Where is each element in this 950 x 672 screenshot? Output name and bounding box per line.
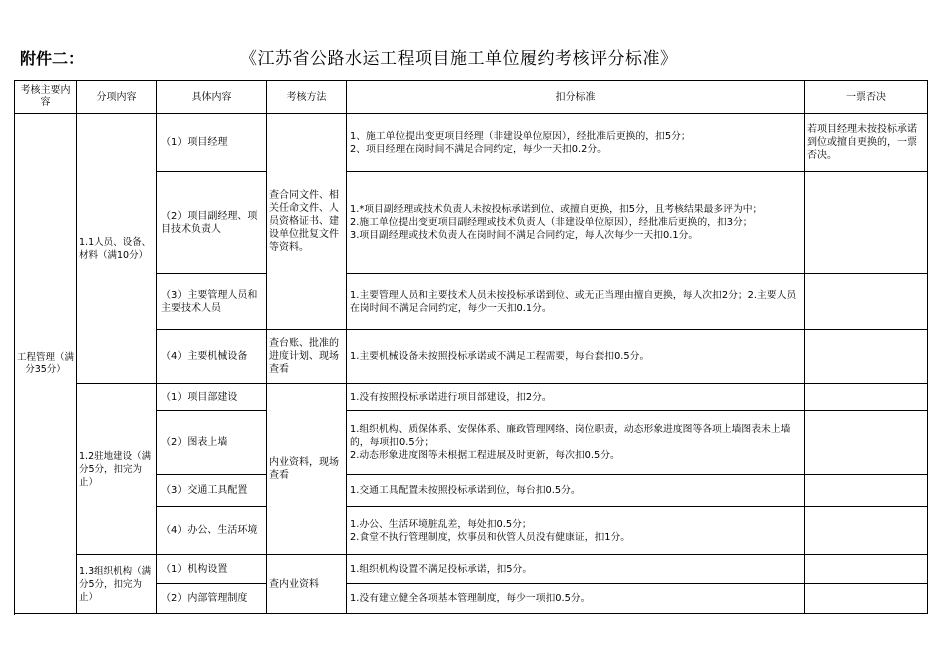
detail-cell: （2）图表上墙 bbox=[157, 411, 267, 475]
score-cell: 1.组织机构、质保体系、安保体系、廉政管理网络、岗位职责，动态形象进度图等各项上墙图表未上墙的，每项扣0.5分； 2.动态形象进度图等未根据工程进展及时更新，每次扣0.5分。 bbox=[347, 411, 805, 475]
header-score-standard: 扣分标准 bbox=[347, 81, 805, 114]
veto-cell bbox=[805, 584, 928, 614]
table-header-row bbox=[15, 81, 928, 114]
attachment-label: 附件二： bbox=[20, 49, 85, 68]
veto-cell bbox=[805, 172, 928, 274]
score-cell: 1.交通工具配置未按照投标承诺到位，每台扣0.5分。 bbox=[347, 475, 805, 507]
group-label: 1.1人员、设备、材料（满10分） bbox=[77, 114, 157, 384]
table-row bbox=[15, 555, 928, 584]
detail-cell: （2）项目副经理、项目技术负责人 bbox=[157, 172, 267, 274]
detail-cell: （3）交通工具配置 bbox=[157, 475, 267, 507]
score-cell: 1.办公、生活环境脏乱差，每处扣0.5分； 2.食堂不执行管理制度，炊事员和伙管人员没有健康证，扣1分。 bbox=[347, 507, 805, 555]
group-label: 1.2驻地建设（满分5分，扣完为止） bbox=[77, 384, 157, 555]
score-cell: 1.主要机械设备未按照投标承诺或不满足工程需要，每台套扣0.5分。 bbox=[347, 330, 805, 384]
section-label: 工程管理（满分35分） bbox=[15, 114, 77, 614]
page-title: 《江苏省公路水运工程项目施工单位履约考核评分标准》 bbox=[240, 49, 678, 69]
veto-cell bbox=[805, 507, 928, 555]
method-cell: 内业资料，现场查看 bbox=[267, 384, 347, 555]
detail-cell: （1）机构设置 bbox=[157, 555, 267, 584]
table-row bbox=[15, 114, 928, 172]
header-main-content: 考核主要内容 bbox=[15, 81, 77, 114]
veto-cell: 若项目经理未按投标承诺到位或擅自更换的，一票否决。 bbox=[805, 114, 928, 172]
scoring-table bbox=[14, 80, 928, 614]
detail-cell: （4）主要机械设备 bbox=[157, 330, 267, 384]
detail-cell: （2）内部管理制度 bbox=[157, 584, 267, 614]
table-row bbox=[15, 384, 928, 411]
detail-cell: （1）项目部建设 bbox=[157, 384, 267, 411]
score-cell: 1、施工单位提出变更项目经理（非建设单位原因），经批准后更换的，扣5分； 2、项目经理在岗时间不满足合同约定，每少一天扣0.2分。 bbox=[347, 114, 805, 172]
score-cell: 1.组织机构设置不满足投标承诺，扣5分。 bbox=[347, 555, 805, 584]
header-method: 考核方法 bbox=[267, 81, 347, 114]
veto-cell bbox=[805, 384, 928, 411]
veto-cell bbox=[805, 274, 928, 330]
group-label: 1.3组织机构（满分5分，扣完为止） bbox=[77, 555, 157, 614]
score-cell: 1.没有按照投标承诺进行项目部建设，扣2分。 bbox=[347, 384, 805, 411]
method-cell: 查内业资料 bbox=[267, 555, 347, 614]
score-cell: 1.*项目副经理或技术负责人未按投标承诺到位、或擅自更换，扣5分，且考核结果最多评为中； 2.施工单位提出变更项目副经理或技术负责人（非建设单位原因），经批准后更换的，扣3分； 3.项目副经理或技术负责人在岗时间不满足合同约定，每人次每少一天扣0.1分。 bbox=[347, 172, 805, 274]
header-sub-item: 分项内容 bbox=[77, 81, 157, 114]
veto-cell bbox=[805, 555, 928, 584]
detail-cell: （4）办公、生活环境 bbox=[157, 507, 267, 555]
detail-cell: （1）项目经理 bbox=[157, 114, 267, 172]
method-cell: 查合同文件、相关任命文件、人员资格证书、建设单位批复文件等资料。 bbox=[267, 114, 347, 330]
veto-cell bbox=[805, 411, 928, 475]
header-veto: 一票否决 bbox=[805, 81, 928, 114]
detail-cell: （3）主要管理人员和主要技术人员 bbox=[157, 274, 267, 330]
method-cell: 查台账、批准的进度计划、现场查看 bbox=[267, 330, 347, 384]
header-detail: 具体内容 bbox=[157, 81, 267, 114]
score-cell: 1.没有建立健全各项基本管理制度，每少一项扣0.5分。 bbox=[347, 584, 805, 614]
veto-cell bbox=[805, 475, 928, 507]
veto-cell bbox=[805, 330, 928, 384]
score-cell: 1.主要管理人员和主要技术人员未按投标承诺到位、或无正当理由擅自更换，每人次扣2分；2.主要人员在岗时间不满足合同约定，每少一天扣0.1分。 bbox=[347, 274, 805, 330]
